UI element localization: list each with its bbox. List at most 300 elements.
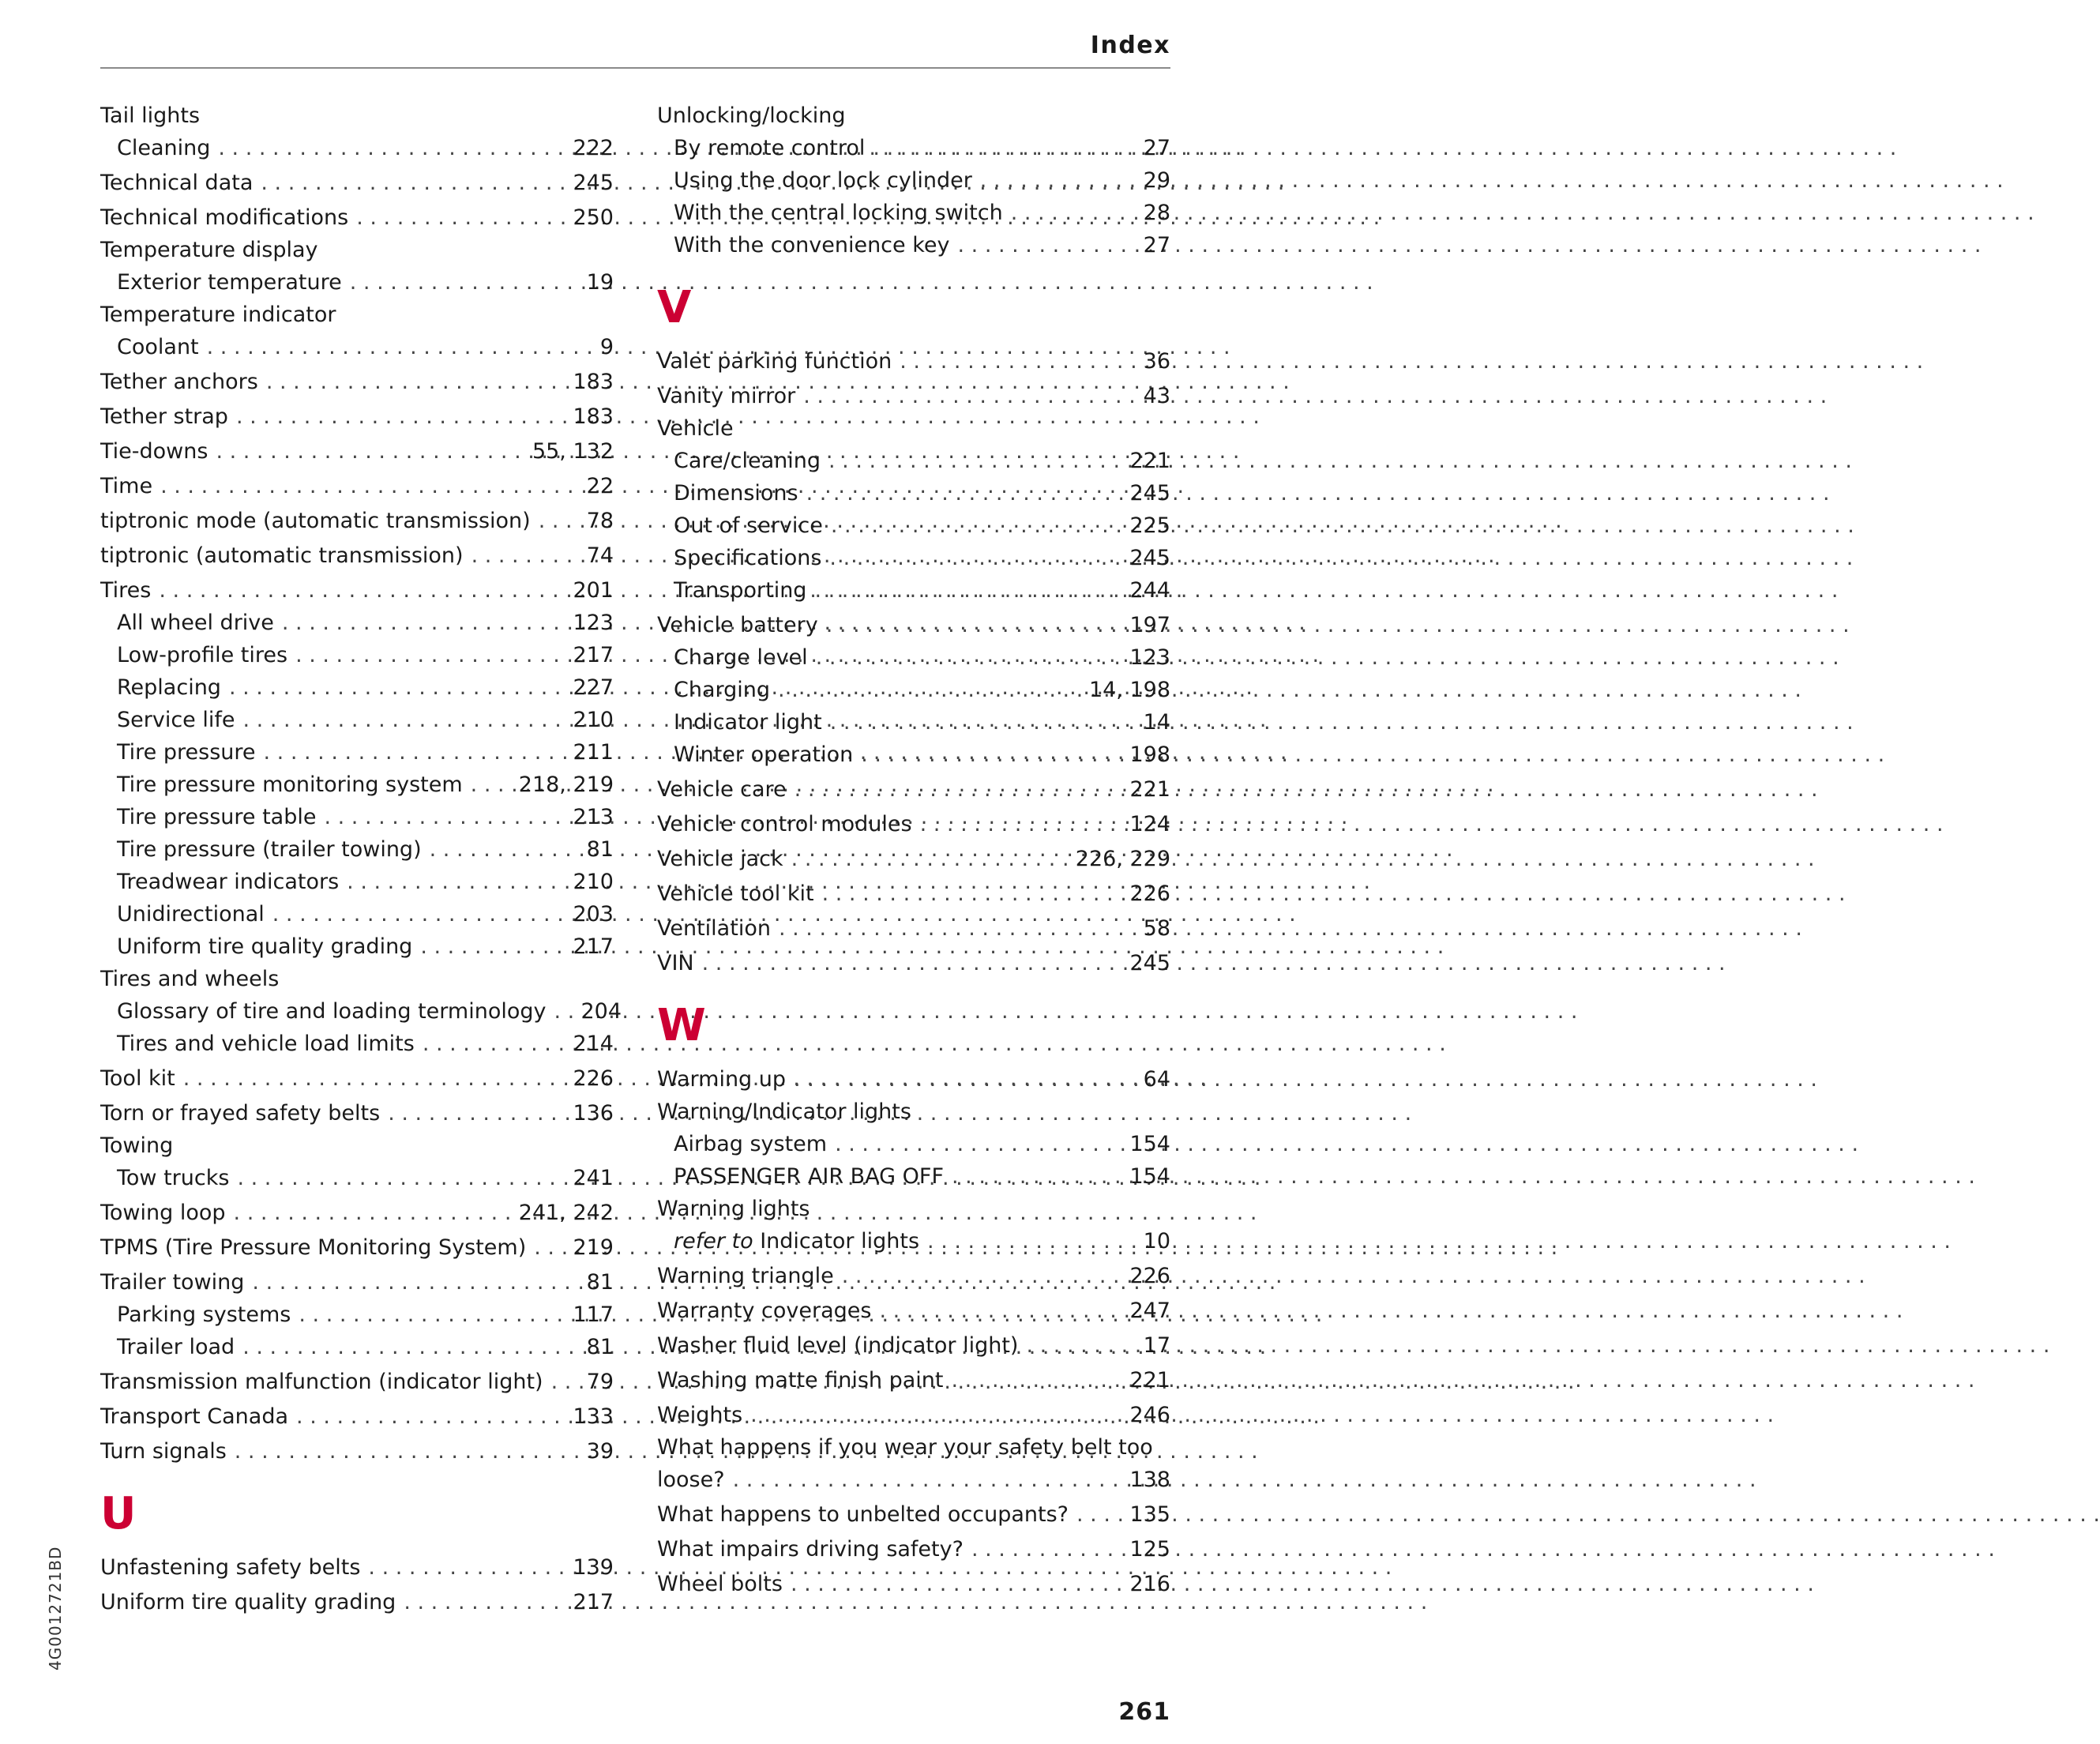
index-term: Uniform tire quality grading [117,934,413,959]
dot-leader [944,1364,1130,1396]
index-term: Tire pressure [117,740,256,765]
dot-leader [258,366,573,398]
index-term: Tires and wheels [100,967,280,991]
index-term: Temperature display [100,238,318,262]
page-number: 261 [1118,1698,1170,1726]
page-reference: 227 [573,675,614,700]
dot-leader [228,400,573,433]
index-term: Warning triangle [657,1264,834,1288]
index-entry-tires-and-vehicle-load-limits [100,1028,614,1060]
index-term: Vehicle [657,416,734,441]
index-term: Tire pressure table [117,805,317,829]
index-entry-tow-trucks [100,1162,614,1194]
index-term: Care/cleaning [674,449,821,473]
section-letter-w: W [657,1000,706,1051]
page-reference: 216 [1129,1572,1170,1596]
page-reference: 210 [573,870,614,894]
dot-leader [827,1128,1129,1160]
page-reference: 217 [573,1590,614,1614]
dot-leader [814,878,1130,910]
index-entry-loose [657,1464,1170,1496]
index-entry-tiptronic-mode-automatic-transmission [100,505,614,537]
index-entry-cleaning [100,132,614,164]
index-entry-washing-matte-finish-paint [657,1364,1170,1396]
index-term: Tether strap [100,404,228,429]
index-term: Warming up [657,1067,787,1092]
index-term [674,1225,919,1257]
dot-leader [152,470,587,502]
index-entry-all-wheel-drive [100,607,614,639]
dot-leader [808,641,1130,674]
index-term: What happens if you wear your safety belt too [657,1435,1153,1460]
dot-leader [288,1400,573,1433]
dot-leader [235,704,573,736]
page-reference: 123 [573,611,614,635]
page-reference: 201 [573,578,614,603]
index-term: By remote control [674,136,866,160]
dot-leader [944,1160,1129,1193]
dot-leader [806,574,1129,607]
page-reference: 183 [573,404,614,429]
dot-leader [783,843,1076,875]
index-entry-torn-or-frayed-safety-belts [100,1097,614,1129]
page-reference: 221 [1129,449,1170,473]
index-term: What impairs driving safety? [657,1537,964,1562]
dot-leader [464,539,587,572]
page-reference: 219 [573,1235,614,1260]
dot-leader [531,505,587,537]
index-entry-warning-lights [657,1193,1170,1225]
index-term: Low-profile tires [117,643,288,667]
index-entry-towing-loop [100,1197,614,1229]
dot-leader [256,736,573,769]
dot-leader [853,739,1129,771]
index-term: Exterior temperature [117,270,342,295]
index-entry-warning-triangle [657,1260,1170,1292]
page-reference: 64 [1143,1067,1170,1092]
index-entry-care-cleaning [657,445,1170,477]
index-entry-tire-pressure [100,736,614,769]
index-term: Tether anchors [100,370,258,394]
index-entry-temperature-indicator [100,299,614,331]
page-reference: 225 [1129,513,1170,538]
page-reference: 14, 198 [1088,678,1170,702]
page-reference: 22 [586,474,614,498]
index-entry-tires-and-wheels [100,963,614,995]
page-reference: 245 [1129,481,1170,506]
index-entry-parking-systems [100,1299,614,1331]
index-entry-vehicle-control-modules [657,808,1170,840]
dot-leader [795,380,1143,412]
index-term: Indicator light [674,710,822,735]
page-reference: 210 [573,708,614,732]
page-reference: 226 [1129,881,1170,906]
page-reference: 183 [573,370,614,394]
index-term: Using the door lock cylinder [674,168,972,193]
index-entry-out-of-service [657,509,1170,542]
index-entry-indicator-light [657,706,1170,739]
dot-leader [244,1266,586,1299]
index-entry-vanity-mirror [657,380,1170,412]
dot-leader [798,477,1130,509]
page-reference: 10 [1143,1229,1170,1254]
index-term: Tire pressure (trailer towing) [117,837,422,862]
page-reference: 221 [1129,1368,1170,1393]
index-entry-towing [100,1129,614,1162]
index-term: Towing loop [100,1201,226,1225]
page-reference: 211 [573,740,614,765]
index-entry-what-happens-if-you-wear-your-safety-belt-too [657,1431,1170,1464]
dot-leader [823,509,1130,542]
dot-leader [786,1063,1144,1096]
index-entry-wheel-bolts [657,1568,1170,1600]
dot-leader [265,898,573,930]
index-entry-with-the-central-locking-switch [657,197,1170,229]
dot-leader [818,609,1130,641]
index-term: Tire pressure monitoring system [117,772,463,797]
index-term: Dimensions [674,481,798,506]
index-entry-unidirectional [100,898,614,930]
index-entry-airbag-system [657,1128,1170,1160]
dot-leader [821,445,1129,477]
index-entry-tie-downs [100,435,614,468]
page-reference: 214 [573,1032,614,1056]
page-reference: 133 [573,1404,614,1429]
index-entry-using-the-door-lock-cylinder [657,164,1170,197]
index-term: Service life [117,708,235,732]
page-reference: 39 [586,1439,614,1464]
index-column-left [100,100,622,1618]
page-reference: 117 [573,1302,614,1327]
dot-leader [694,947,1130,979]
dot-leader [821,542,1129,574]
index-term: Coolant [117,335,199,359]
index-term: Torn or frayed safety belts [100,1101,381,1126]
index-term: Winter operation [674,742,854,767]
index-entry-winter-operation [657,739,1170,771]
page-reference: 247 [1129,1299,1170,1323]
index-entry-warning-indicator-lights [657,1096,1170,1128]
dot-leader [210,132,573,164]
page-reference: 138 [1129,1468,1170,1492]
cross-reference-prefix: refer to [674,1229,753,1254]
page-reference: 55, 132 [532,439,614,464]
page-reference: 29 [1143,168,1170,193]
index-term: Tow trucks [117,1166,230,1190]
page-reference: 221 [1129,777,1170,802]
dot-leader [972,164,1144,197]
page-reference: 217 [573,643,614,667]
page-reference: 136 [573,1101,614,1126]
dot-leader [964,1533,1130,1565]
page-reference: 203 [573,902,614,926]
index-term: Tires [100,578,152,603]
dot-leader [221,671,573,704]
page-reference: 244 [1129,578,1170,603]
index-entry-passenger-air-bag-off [657,1160,1170,1193]
index-entry-vehicle-care [657,773,1170,806]
index-term: TPMS (Tire Pressure Monitoring System) [100,1235,527,1260]
index-entry-tether-strap [100,400,614,433]
index-entry-indicator-lights [657,1225,1170,1257]
page-reference: 241 [573,1166,614,1190]
index-entry-tether-anchors [100,366,614,398]
dot-leader [360,1551,573,1584]
index-entry-vin [657,947,1170,979]
index-term: tiptronic (automatic transmission) [100,543,464,568]
dot-leader [274,607,573,639]
index-entry-trailer-towing [100,1266,614,1299]
page-reference: 226, 229 [1075,847,1170,871]
index-entry-glossary-of-tire-and-loading-terminology [100,995,622,1028]
page-reference: 14 [1143,710,1170,735]
dot-leader [770,674,1089,706]
index-entry-tires [100,574,614,607]
page-reference: 245 [1129,951,1170,975]
index-entry-coolant [100,331,614,363]
cross-reference-target: Indicator lights [760,1229,920,1254]
index-entry-technical-data [100,167,614,199]
dot-leader [725,1464,1130,1496]
page-reference: 154 [1129,1132,1170,1156]
page-reference: 124 [1129,812,1170,836]
dot-leader [547,995,581,1028]
section-letter-u: U [100,1488,137,1539]
index-entry-warranty-coverages [657,1295,1170,1327]
dot-leader [253,167,573,199]
dot-leader [412,930,573,963]
dot-leader [543,1366,587,1398]
dot-leader [316,801,573,833]
index-entry-tire-pressure-table [100,801,614,833]
index-term: Washer fluid level (indicator light) [657,1333,1019,1358]
index-entry-transporting [657,574,1170,607]
index-entry-charge-level [657,641,1170,674]
dot-leader [1069,1498,1129,1531]
index-term: Trailer towing [100,1270,245,1295]
page-reference: 217 [573,934,614,959]
index-entry-tail-lights [100,100,614,132]
index-term: Washing matte finish paint [657,1368,944,1393]
page-reference: 226 [573,1066,614,1091]
index-entry-vehicle-tool-kit [657,878,1170,910]
dot-leader [229,1162,573,1194]
index-term: Transmission malfunction (indicator light) [100,1370,543,1394]
index-entry-time [100,470,614,502]
page-reference: 81 [586,837,614,862]
index-term: Wheel bolts [657,1572,783,1596]
index-term: Vehicle tool kit [657,881,814,906]
index-entry-treadwear-indicators [100,866,614,898]
index-entry-turn-signals [100,1435,614,1468]
index-term: Technical modifications [100,205,349,230]
dot-leader [226,1197,519,1229]
index-term: Tie-downs [100,439,208,464]
index-term: Ventilation [657,916,771,941]
index-entry-transmission-malfunction-indicator-light [100,1366,614,1398]
page-reference: 125 [1129,1537,1170,1562]
page-reference: 81 [586,1335,614,1359]
dot-leader [339,866,573,898]
index-term: VIN [657,951,694,975]
dot-leader [787,773,1130,806]
page-reference: 222 [573,136,614,160]
dot-leader [422,833,587,866]
dot-leader [865,132,1143,164]
index-term: Technical data [100,171,254,195]
dot-leader [1018,1329,1143,1362]
dot-leader [742,1399,1129,1431]
index-term: Vehicle control modules [657,812,912,836]
index-term: Vanity mirror [657,384,796,408]
index-entry-dimensions [657,477,1170,509]
dot-leader [526,1231,573,1264]
page-reference: 226 [1129,1264,1170,1288]
index-term: Turn signals [100,1439,227,1464]
dot-leader [227,1435,587,1468]
dot-leader [348,201,573,234]
index-term: Parking systems [117,1302,291,1327]
page-reference: 246 [1129,1403,1170,1427]
page-reference: 43 [1143,384,1170,408]
page-reference: 27 [1143,136,1170,160]
index-term: Weights [657,1403,743,1427]
page-reference: 218, 219 [518,772,614,797]
index-entry-valet-parking-function [657,345,1170,378]
index-term: Valet parking function [657,349,892,374]
index-entry-warming-up [657,1063,1170,1096]
page-reference: 81 [586,1270,614,1295]
dot-leader [415,1028,573,1060]
index-term: Glossary of tire and loading terminology [117,999,547,1024]
dot-leader [199,331,600,363]
index-term: Vehicle battery [657,613,818,637]
index-entry-what-happens-to-unbelted-occupants [657,1498,1170,1531]
dot-leader [822,706,1144,739]
index-entry-trailer-load [100,1331,614,1363]
index-term: Vehicle care [657,777,787,802]
index-entry-weights [657,1399,1170,1431]
page-reference: 17 [1143,1333,1170,1358]
dot-leader [235,1331,586,1363]
page-reference: 139 [573,1555,614,1580]
dot-leader [1003,197,1144,229]
index-column-right [657,100,1170,1600]
page-reference: 123 [1129,645,1170,670]
index-entry-tiptronic-automatic-transmission [100,539,614,572]
index-entry-with-the-convenience-key [657,229,1170,261]
index-term: With the central locking switch [674,201,1003,225]
index-term: Transporting [674,578,807,603]
index-term: Charging [674,678,771,702]
index-term: tiptronic mode (automatic transmission) [100,509,531,533]
index-term: Airbag system [674,1132,828,1156]
index-term: Cleaning [117,136,211,160]
index-entry-specifications [657,542,1170,574]
index-term: Specifications [674,546,822,570]
index-entry-replacing [100,671,614,704]
index-entry-washer-fluid-level-indicator-light [657,1329,1170,1362]
index-term: Unlocking/locking [657,103,846,128]
page-reference: 245 [1129,546,1170,570]
page-reference: 154 [1129,1164,1170,1189]
index-term: What happens to unbelted occupants? [657,1502,1069,1527]
index-entry-ventilation [657,912,1170,945]
index-entry-tool-kit [100,1062,614,1095]
page-reference: 36 [1143,349,1170,374]
index-term: Time [100,474,153,498]
dot-leader [912,808,1130,840]
page-reference: 204 [580,999,622,1024]
page-reference: 78 [586,509,614,533]
page-reference: 58 [1143,916,1170,941]
dot-leader [834,1260,1130,1292]
page-header-title: Index [1090,32,1170,59]
index-term: Treadwear indicators [117,870,340,894]
page-reference: 250 [573,205,614,230]
index-entry-uniform-tire-quality-grading [100,1586,614,1618]
index-entry-vehicle-battery [657,609,1170,641]
dot-leader [771,912,1144,945]
index-term: Uniform tire quality grading [100,1590,396,1614]
page-reference: 28 [1143,201,1170,225]
index-entry-transport-canada [100,1400,614,1433]
index-entry-charging [657,674,1170,706]
index-term: Warning/Indicator lights [657,1099,911,1124]
index-term: Unidirectional [117,902,265,926]
page-reference: 241, 242 [518,1201,614,1225]
index-term: Unfastening safety belts [100,1555,361,1580]
dot-leader [949,229,1143,261]
page-reference: 245 [573,171,614,195]
page-reference: 197 [1129,613,1170,637]
dot-leader [783,1568,1130,1600]
index-term: Vehicle jack [657,847,783,871]
index-entry-exterior-temperature [100,266,614,299]
section-letter-v: V [657,282,692,333]
index-entry-what-impairs-driving-safety [657,1533,1170,1565]
dot-leader [871,1295,1129,1327]
index-entry-low-profile-tires [100,639,614,671]
index-entry-service-life [100,704,614,736]
index-term: Towing [100,1133,174,1158]
dot-leader [175,1062,573,1095]
page-reference: 198 [1129,742,1170,767]
index-term: PASSENGER AIR BAG OFF [674,1164,944,1189]
index-term: Warning lights [657,1197,810,1221]
dot-leader [208,435,532,468]
index-entry-tire-pressure-trailer-towing [100,833,614,866]
index-term: loose? [657,1468,725,1492]
index-term: Warranty coverages [657,1299,872,1323]
index-term: Tool kit [100,1066,175,1091]
index-term: Trailer load [117,1335,235,1359]
document-code: 4G0012721BD [46,1546,65,1671]
index-entry-unfastening-safety-belts [100,1551,614,1584]
index-entry-tpms-tire-pressure-monitoring-system [100,1231,614,1264]
index-term: Temperature indicator [100,303,336,327]
index-entry-vehicle-jack [657,843,1170,875]
dot-leader [892,345,1143,378]
index-term: With the convenience key [674,233,950,257]
index-term: All wheel drive [117,611,274,635]
page-reference: 74 [586,543,614,568]
index-entry-technical-modifications [100,201,614,234]
page-reference: 27 [1143,233,1170,257]
dot-leader [342,266,587,299]
index-entry-by-remote-control [657,132,1170,164]
page-reference: 79 [586,1370,614,1394]
